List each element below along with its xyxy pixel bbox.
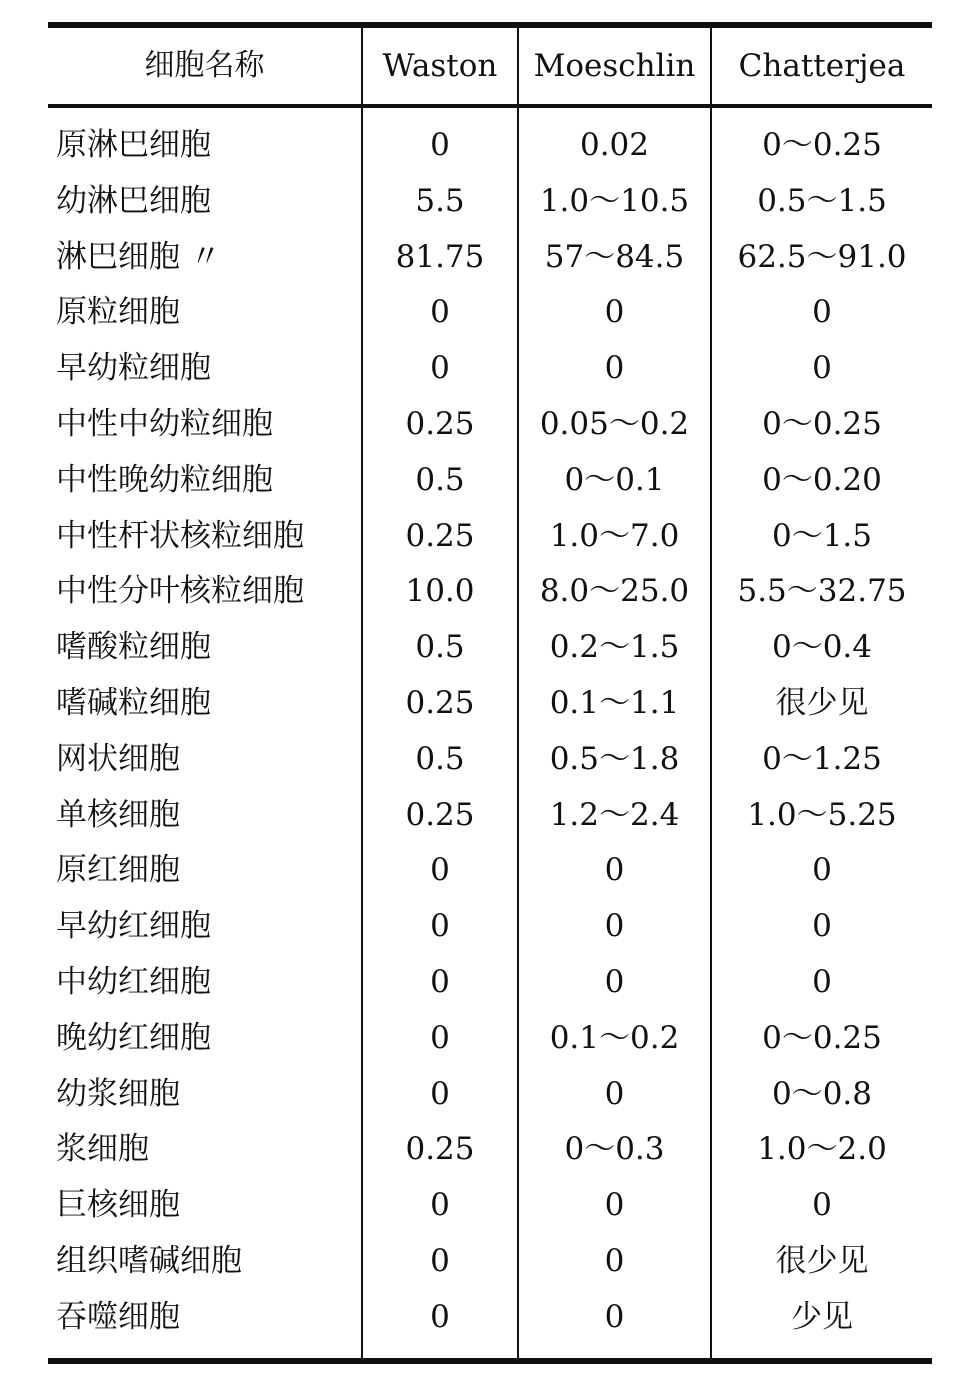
cell-waston: 0.25 <box>405 684 475 721</box>
cell-moeschlin: 0 <box>604 963 625 1000</box>
table-row <box>48 564 932 620</box>
cell-chatterjea: 0 <box>812 1187 832 1224</box>
table-row <box>48 843 932 899</box>
cell-waston: 0 <box>430 963 450 1000</box>
cell-name: 原淋巴细胞 <box>56 127 211 163</box>
cell-name: 原粒细胞 <box>56 294 180 331</box>
table-row <box>48 341 932 397</box>
cell-chatterjea: 1.0～2.0 <box>757 1131 887 1168</box>
table-row <box>48 174 932 230</box>
header-waston: Waston <box>382 48 498 84</box>
cell-moeschlin: 8.0～25.0 <box>539 573 690 610</box>
cell-name: 浆细胞 <box>56 1131 149 1168</box>
cell-chatterjea: 0～1.25 <box>762 740 882 777</box>
cell-chatterjea: 0.5～1.5 <box>757 182 887 219</box>
cell-waston: 0.5 <box>415 740 465 777</box>
cell-waston: 0.25 <box>405 1131 475 1168</box>
cell-moeschlin: 1.0～10.5 <box>539 182 690 219</box>
cell-chatterjea: 0～0.20 <box>762 461 882 498</box>
cell-moeschlin: 1.0～7.0 <box>549 517 680 554</box>
cell-name: 组织嗜碱细胞 <box>56 1242 242 1279</box>
table-row <box>48 620 932 676</box>
cell-waston: 81.75 <box>395 238 485 275</box>
cell-name: 早幼红细胞 <box>56 908 211 945</box>
cell-waston: 0.5 <box>415 461 465 498</box>
cell-waston: 0 <box>430 908 450 945</box>
cell-name: 原红细胞 <box>56 852 180 889</box>
cell-moeschlin: 0 <box>604 294 625 331</box>
cell-waston: 0 <box>430 1298 450 1335</box>
cell-chatterjea: 少见 <box>791 1298 853 1335</box>
cell-chatterjea: 0～0.25 <box>762 405 882 442</box>
header-cell-name: 细胞名称 <box>144 48 265 83</box>
cell-chatterjea: 很少见 <box>775 684 869 721</box>
cell-name: 幼浆细胞 <box>56 1075 180 1112</box>
table-row <box>48 1011 932 1067</box>
cell-moeschlin: 0 <box>604 1298 625 1335</box>
cell-moeschlin: 0.02 <box>579 127 650 163</box>
cell-name: 吞噬细胞 <box>56 1298 180 1335</box>
table-row <box>48 453 932 509</box>
cell-moeschlin: 0 <box>604 350 625 387</box>
cell-chatterjea: 5.5～32.75 <box>737 573 907 610</box>
cell-waston: 5.5 <box>415 182 465 219</box>
cell-waston: 0 <box>430 350 450 387</box>
table-bottom-rule <box>48 1358 932 1364</box>
cell-chatterjea: 很少见 <box>775 1242 869 1279</box>
cell-name: 淋巴细胞 〃 <box>56 238 221 275</box>
table-row <box>48 230 932 286</box>
cell-chatterjea: 0～0.8 <box>771 1075 873 1112</box>
cell-chatterjea: 0～0.25 <box>762 127 882 163</box>
cell-waston: 0 <box>430 1187 450 1224</box>
cell-chatterjea: 1.0～5.25 <box>747 796 897 833</box>
cell-name: 中性杆状核粒细胞 <box>56 517 304 554</box>
cell-name: 巨核细胞 <box>56 1187 180 1224</box>
table-row <box>48 1234 932 1290</box>
cell-name: 网状细胞 <box>56 740 180 777</box>
cell-name: 中性中幼粒细胞 <box>56 405 273 442</box>
cell-moeschlin: 0 <box>604 908 625 945</box>
cell-waston: 0.25 <box>405 517 475 554</box>
cell-name: 中幼红细胞 <box>56 963 211 1000</box>
cell-count-table <box>48 22 932 1368</box>
cell-waston: 10.0 <box>405 573 475 610</box>
cell-name: 早幼粒细胞 <box>56 350 211 387</box>
cell-name: 中性分叶核粒细胞 <box>56 573 304 610</box>
table-row <box>48 1178 932 1234</box>
table-row <box>48 899 932 955</box>
table-body <box>48 118 932 1346</box>
table-row <box>48 509 932 565</box>
cell-moeschlin: 0～0.3 <box>564 1131 665 1168</box>
cell-moeschlin: 0.1～1.1 <box>549 684 680 721</box>
cell-name: 幼淋巴细胞 <box>56 182 211 219</box>
cell-moeschlin: 0 <box>604 1075 625 1112</box>
cell-chatterjea: 0 <box>812 294 832 331</box>
table-row <box>48 676 932 732</box>
table-header-rule <box>48 104 932 108</box>
cell-chatterjea: 0 <box>812 350 832 387</box>
table-row <box>48 788 932 844</box>
cell-moeschlin: 0～0.1 <box>564 461 665 498</box>
cell-waston: 0.25 <box>405 796 475 833</box>
cell-moeschlin: 0.05～0.2 <box>539 405 690 442</box>
cell-moeschlin: 0 <box>604 852 625 889</box>
cell-chatterjea: 0～0.25 <box>762 1019 882 1056</box>
cell-name: 单核细胞 <box>56 796 180 833</box>
cell-moeschlin: 0 <box>604 1242 625 1279</box>
header-chatterjea: Chatterjea <box>738 48 906 84</box>
cell-waston: 0.5 <box>415 629 465 666</box>
cell-waston: 0.25 <box>405 405 475 442</box>
cell-name: 嗜酸粒细胞 <box>56 629 211 666</box>
cell-chatterjea: 0 <box>812 852 832 889</box>
cell-moeschlin: 57～84.5 <box>544 238 685 275</box>
table-row <box>48 397 932 453</box>
table-row <box>48 732 932 788</box>
cell-waston: 0 <box>430 127 450 163</box>
cell-moeschlin: 0.2～1.5 <box>549 629 680 666</box>
table-row <box>48 118 932 174</box>
cell-moeschlin: 1.2～2.4 <box>549 796 680 833</box>
cell-chatterjea: 62.5～91.0 <box>737 238 907 275</box>
table-row <box>48 1122 932 1178</box>
cell-waston: 0 <box>430 294 450 331</box>
cell-waston: 0 <box>430 1075 450 1112</box>
table-row <box>48 285 932 341</box>
cell-chatterjea: 0 <box>812 908 832 945</box>
cell-name: 晚幼红细胞 <box>56 1019 211 1056</box>
cell-name: 中性晚幼粒细胞 <box>56 461 273 498</box>
cell-waston: 0 <box>430 1019 450 1056</box>
cell-chatterjea: 0 <box>812 963 832 1000</box>
cell-chatterjea: 0～0.4 <box>771 629 873 666</box>
cell-chatterjea: 0～1.5 <box>771 517 873 554</box>
cell-name: 嗜碱粒细胞 <box>56 684 211 721</box>
header-moeschlin: Moeschlin <box>533 48 696 84</box>
cell-moeschlin: 0.5～1.8 <box>549 740 680 777</box>
cell-waston: 0 <box>430 852 450 889</box>
cell-moeschlin: 0 <box>604 1187 625 1224</box>
cell-waston: 0 <box>430 1242 450 1279</box>
cell-moeschlin: 0.1～0.2 <box>549 1019 680 1056</box>
table-row <box>48 1290 932 1346</box>
table-row <box>48 955 932 1011</box>
table-row <box>48 1067 932 1123</box>
